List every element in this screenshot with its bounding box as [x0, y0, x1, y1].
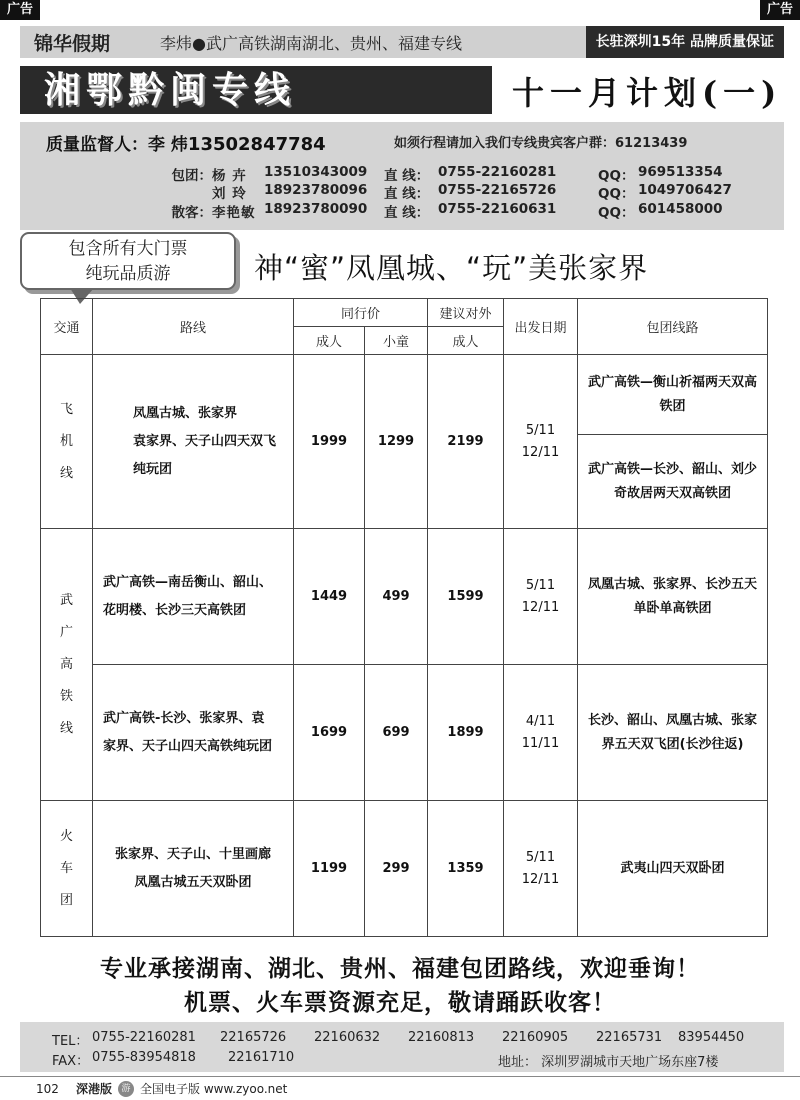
badge-line-2: 纯玩品质游: [85, 264, 171, 284]
price-suggested: 1899: [428, 665, 504, 801]
contact-mobile: 18923780090: [264, 201, 368, 217]
header-route: 路线: [93, 299, 294, 355]
price-suggested: 2199: [428, 355, 504, 529]
transport-char: 火: [59, 828, 73, 844]
fax-number: 0755-83954818: [92, 1050, 196, 1065]
qq-number: 601458000: [638, 201, 723, 217]
header-transport: 交通: [41, 299, 93, 355]
contact-box: [20, 122, 784, 230]
table-row: [41, 801, 768, 937]
route-line: 武广高铁—南岳衡山、韶山、: [103, 574, 273, 590]
date: 5/11: [525, 577, 556, 593]
direct-label: 直 线：: [384, 205, 430, 221]
price-adult: 1199: [294, 801, 365, 937]
badge-line-1: 包含所有大门票: [68, 239, 188, 259]
schedule-table: [40, 298, 768, 937]
header-bar: [20, 26, 784, 58]
route-line: 家界、天子山四天高铁纯玩团: [103, 738, 273, 754]
package-cell: 武广高铁—衡山祈福两天双高铁团: [578, 355, 768, 435]
contact-name: 刘 玲: [212, 186, 247, 202]
transport-char: 飞: [59, 401, 73, 417]
page-number: 102: [36, 1081, 59, 1096]
contact-role: 包团：: [171, 168, 212, 184]
contact-row: [166, 164, 723, 184]
route-line: 凤凰古城五天双卧团: [134, 874, 252, 890]
table-row: [41, 665, 768, 801]
route-line: 武广高铁-长沙、张家界、袁: [103, 710, 265, 726]
price-adult: 1449: [294, 529, 365, 665]
table-row: [41, 355, 768, 435]
date: 12/11: [521, 871, 560, 887]
transport-char: 团: [59, 892, 73, 908]
supervisor: [46, 130, 326, 155]
direct-label: 直 线：: [384, 168, 430, 184]
route-cell: [93, 801, 294, 937]
fax-number: 22161710: [228, 1050, 295, 1065]
contact-row: [166, 201, 723, 221]
header-departure: 出发日期: [504, 299, 578, 355]
ad-tag-right: 广告: [760, 0, 800, 20]
contact-name: 李艳敏: [212, 205, 256, 221]
fax-row: [52, 1050, 294, 1069]
direct-line: 0755-22165726: [438, 182, 557, 198]
departure-dates: [504, 801, 578, 937]
contact-name: 杨 卉: [212, 168, 247, 184]
qq-label: QQ：: [598, 205, 635, 221]
route-line: 张家界、天子山、十里画廊: [114, 846, 271, 862]
transport-char: 铁: [59, 688, 73, 704]
transport-char: 机: [59, 433, 73, 449]
date: 11/11: [521, 735, 560, 751]
price-child: 499: [365, 529, 428, 665]
edition-label: 深港版: [76, 1082, 113, 1096]
direct-line: 0755-22160631: [438, 201, 557, 217]
package-cell: 凤凰古城、张家界、长沙五天单卧单高铁团: [578, 529, 768, 665]
direct-line: 0755-22160281: [438, 164, 557, 180]
transport-char: 线: [59, 720, 73, 736]
tel-number: 22160813: [408, 1030, 475, 1045]
brand-name: 锦华假期: [34, 32, 111, 55]
header-suggested: 建议对外: [428, 299, 504, 327]
badge-box: [20, 232, 236, 290]
route-line: 袁家界、天子山四天双飞: [133, 433, 277, 449]
route-cell: [93, 665, 294, 801]
price-child: 699: [365, 665, 428, 801]
tel-label: TEL：: [52, 1034, 89, 1049]
transport-char: 武: [59, 592, 73, 608]
transport-cell-hsr: [41, 529, 93, 801]
transport-char: 线: [59, 465, 73, 481]
header-child: 小童: [365, 327, 428, 355]
contact-row: [166, 182, 732, 202]
route-line: 凤凰古城、张家界: [133, 405, 238, 421]
header-package: 包团线路: [578, 299, 768, 355]
contact-mobile: 13510343009: [264, 164, 368, 180]
date: 5/11: [525, 422, 556, 438]
date: 5/11: [525, 849, 556, 865]
contact-role: 散客：: [171, 205, 212, 221]
transport-char: 广: [59, 624, 73, 640]
tel-number: 22160632: [314, 1030, 381, 1045]
group-join: [394, 132, 687, 151]
date: 12/11: [521, 599, 560, 615]
group-note: 如须行程请加入我们专线贵宾客户群：: [394, 136, 616, 151]
route-cell: [93, 355, 294, 529]
contact-info-box: [20, 1022, 784, 1072]
price-suggested: 1359: [428, 801, 504, 937]
header-peer-price: 同行价: [294, 299, 428, 327]
address: 地址： 深圳罗湖城市天地广场东座7楼: [498, 1055, 719, 1070]
contact-role: [166, 182, 212, 202]
qq-number: 969513354: [638, 164, 723, 180]
route-line: 花明楼、长沙三天高铁团: [103, 602, 247, 618]
table-row: [41, 529, 768, 665]
transport-char: 高: [59, 656, 73, 672]
tel-number: 83954450: [678, 1030, 745, 1045]
title-banner: 湘鄂黔闽专线: [20, 66, 492, 114]
package-cell: 长沙、韶山、凤凰古城、张家界五天双飞团(长沙往返): [578, 665, 768, 801]
supervisor-phone: 13502847784: [187, 134, 326, 155]
promo-line-1: 专业承接湖南、湖北、贵州、福建包团路线，欢迎垂询！: [100, 956, 700, 982]
departure-dates: [504, 355, 578, 529]
speech-badge: [20, 232, 236, 296]
supervisor-label: 质量监督人：: [46, 135, 148, 155]
contact-mobile: 18923780096: [264, 182, 368, 198]
price-child: 1299: [365, 355, 428, 529]
fax-label: FAX：: [52, 1054, 90, 1069]
date: 12/11: [521, 444, 560, 460]
tel-number: 22160905: [502, 1030, 569, 1045]
qq-label: QQ：: [598, 168, 635, 184]
headline: 神“蜜”凤凰城、“玩”美张家界: [254, 251, 649, 285]
plan-title: 十一月计划(一): [512, 74, 783, 112]
page-footer: [0, 1076, 800, 1100]
ad-tag-left: 广告: [0, 0, 40, 20]
promo-line-2: 机票、火车票资源充足，敬请踊跃收客！: [184, 990, 616, 1016]
header-slogan: 长驻深圳15年 品牌质量保证: [586, 26, 784, 58]
transport-cell-flight: [41, 355, 93, 529]
header-adult: 成人: [294, 327, 365, 355]
departure-dates: [504, 665, 578, 801]
tel-number: 0755-22160281: [92, 1030, 196, 1045]
price-adult: 1999: [294, 355, 365, 529]
tel-number: 22165731: [596, 1030, 663, 1045]
header-adult-suggested: 成人: [428, 327, 504, 355]
departure-dates: [504, 529, 578, 665]
route-line: 纯玩团: [133, 461, 173, 477]
transport-cell-train: [41, 801, 93, 937]
date: 4/11: [525, 713, 556, 729]
qq-number: 1049706427: [638, 182, 732, 198]
group-number: 61213439: [615, 136, 688, 151]
price-child: 299: [365, 801, 428, 937]
publisher-logo-icon: 游: [118, 1081, 134, 1097]
supervisor-name: 李 炜: [148, 135, 188, 155]
package-cell: 武夷山四天双卧团: [578, 801, 768, 937]
transport-char: 车: [59, 860, 73, 876]
price-adult: 1699: [294, 665, 365, 801]
direct-label: 直 线：: [384, 186, 430, 202]
qq-label: QQ：: [598, 186, 635, 202]
tel-row: [52, 1030, 744, 1049]
tel-number: 22165726: [220, 1030, 287, 1045]
package-cell: 武广高铁—长沙、韶山、刘少奇故居两天双高铁团: [578, 435, 768, 529]
route-cell: [93, 529, 294, 665]
table-header-row: [41, 299, 768, 327]
site-url[interactable]: 全国电子版 www.zyoo.net: [140, 1082, 288, 1096]
header-routes: 李炜●武广高铁湖南湖北、贵州、福建专线: [160, 33, 462, 53]
price-suggested: 1599: [428, 529, 504, 665]
